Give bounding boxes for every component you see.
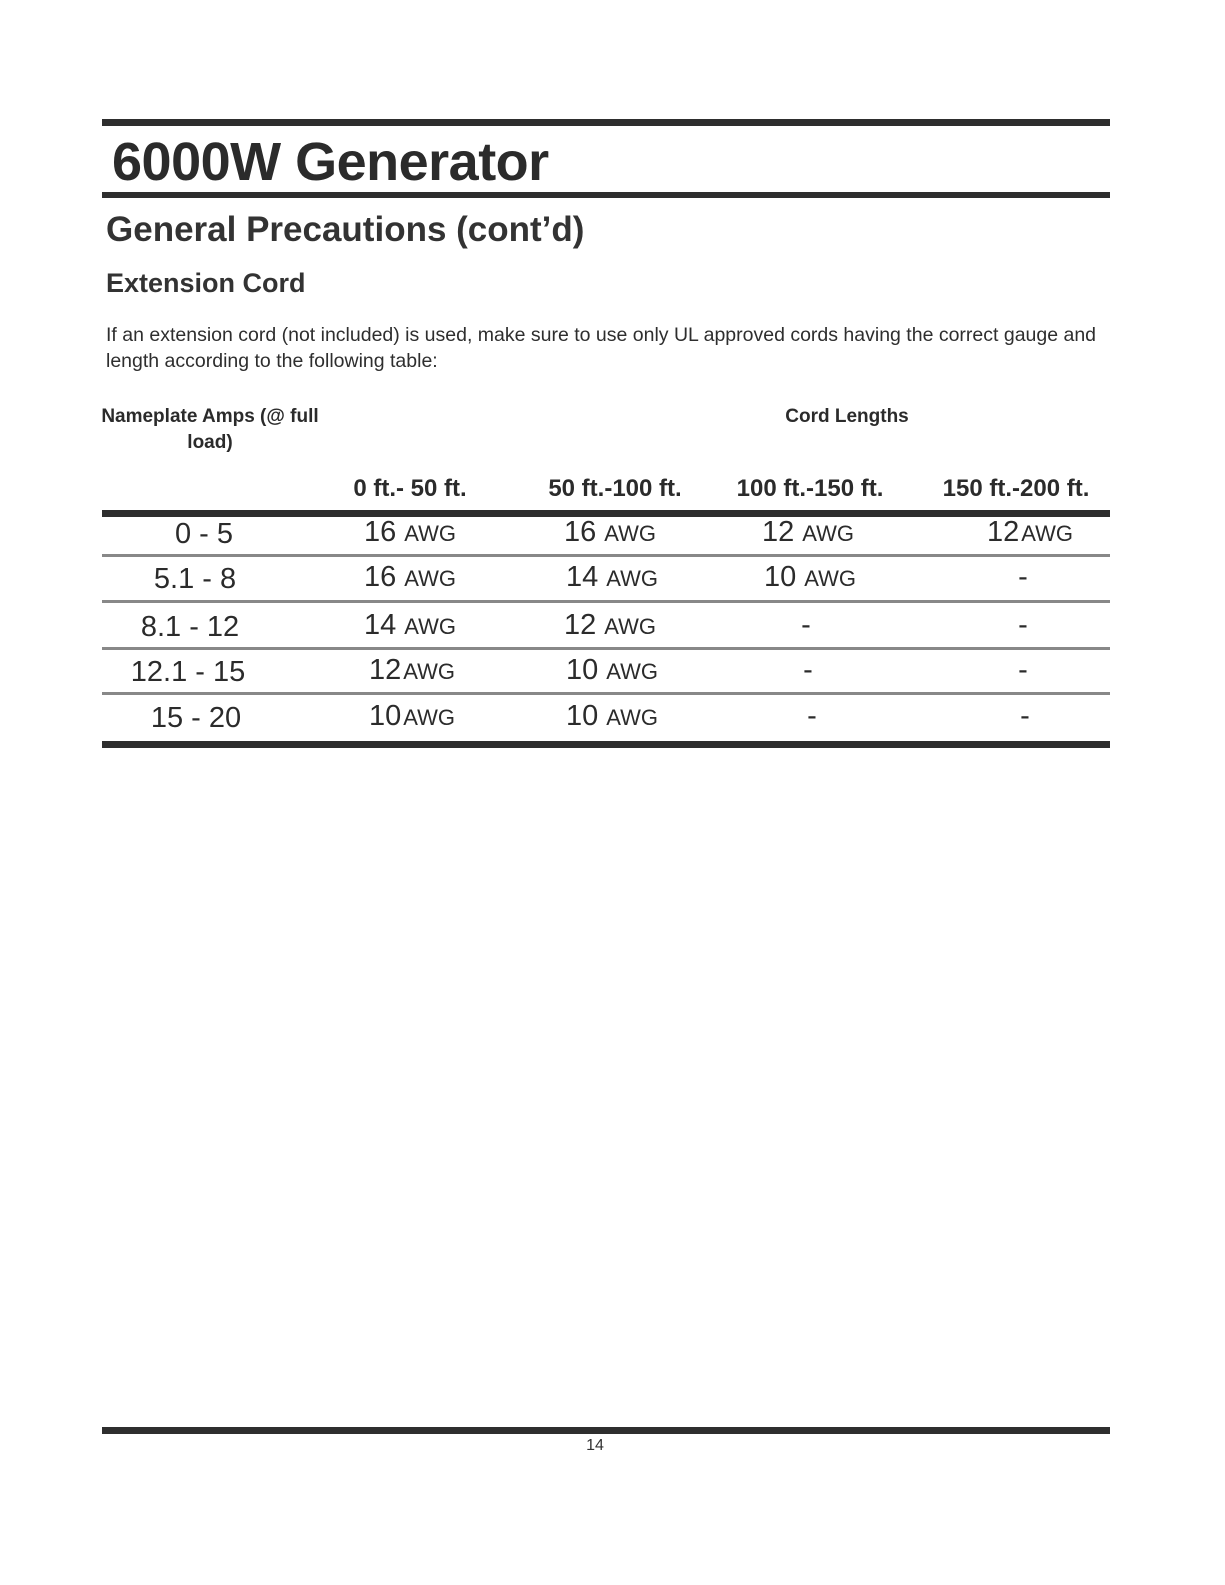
column-header: 150 ft.-200 ft.	[942, 475, 1090, 502]
page-number: 14	[586, 1437, 604, 1454]
title-underline-rule	[102, 192, 1110, 198]
amps-cell: 8.1 - 12	[140, 611, 240, 643]
gauge-value: 12	[987, 516, 1020, 548]
gauge-value: 10	[369, 700, 402, 732]
gauge-value: 16	[364, 516, 397, 548]
section-heading: General Precautions (cont’d)	[106, 210, 585, 249]
table-bottom-rule	[102, 741, 1110, 748]
gauge-value: 10	[566, 700, 599, 732]
gauge-value: -	[1018, 609, 1028, 641]
amps-cell: 15 - 20	[150, 702, 242, 734]
gauge-cell	[927, 609, 1127, 642]
gauge-value: -	[801, 609, 811, 641]
gauge-cell	[312, 700, 512, 733]
gauge-unit: AWG	[606, 566, 658, 591]
gauge-cell	[512, 561, 712, 594]
gauge-unit: AWG	[804, 566, 856, 591]
gauge-value: 10	[566, 654, 599, 686]
amps-cell: 5.1 - 8	[153, 563, 237, 595]
column-header: 100 ft.-150 ft.	[736, 475, 884, 502]
gauge-unit: AWG	[404, 566, 456, 591]
amps-cell: 12.1 - 15	[130, 656, 246, 688]
gauge-cell	[510, 609, 710, 642]
gauge-cell	[929, 700, 1129, 733]
gauge-cell	[927, 561, 1127, 594]
column-header: 50 ft.-100 ft.	[548, 475, 682, 502]
intro-paragraph: If an extension cord (not included) is used, make sure to use only UL approved cords having the correct gauge and length according to the following table:	[106, 324, 1097, 372]
gauge-value: 14	[566, 561, 599, 593]
row-divider	[102, 600, 1110, 603]
row-divider	[102, 692, 1110, 695]
gauge-cell	[310, 609, 510, 642]
gauge-cell	[312, 654, 512, 687]
gauge-value: 12	[369, 654, 402, 686]
gauge-unit: AWG	[403, 659, 455, 684]
gauge-cell	[930, 516, 1130, 549]
gauge-value: 16	[564, 516, 597, 548]
gauge-value: 12	[762, 516, 795, 548]
footer-rule	[102, 1427, 1110, 1434]
column-header: 0 ft.- 50 ft.	[353, 475, 467, 502]
gauge-cell	[310, 561, 510, 594]
gauge-value: -	[807, 700, 817, 732]
row-divider	[102, 554, 1110, 557]
amps-cell: 0 - 5	[174, 518, 234, 550]
gauge-unit: AWG	[802, 521, 854, 546]
gauge-cell	[712, 654, 912, 687]
gauge-value: 10	[764, 561, 797, 593]
gauge-value: -	[1020, 700, 1030, 732]
gauge-cell	[708, 516, 908, 549]
gauge-value: -	[1018, 561, 1028, 593]
gauge-unit: AWG	[606, 705, 658, 730]
gauge-unit: AWG	[606, 659, 658, 684]
gauge-cell	[716, 700, 916, 733]
amps-column-header: Nameplate Amps (@ full load)	[101, 406, 319, 453]
row-divider	[102, 647, 1110, 650]
gauge-value: -	[1018, 654, 1028, 686]
page-title: 6000W Generator	[112, 132, 549, 192]
cord-lengths-header: Cord Lengths	[785, 406, 909, 427]
gauge-value: 14	[364, 609, 397, 641]
gauge-unit: AWG	[403, 705, 455, 730]
gauge-cell	[927, 654, 1127, 687]
gauge-unit: AWG	[604, 614, 656, 639]
gauge-cell	[510, 516, 710, 549]
gauge-value: 12	[564, 609, 597, 641]
gauge-unit: AWG	[404, 521, 456, 546]
gauge-cell	[310, 516, 510, 549]
gauge-value: -	[803, 654, 813, 686]
gauge-cell	[710, 609, 910, 642]
gauge-cell	[512, 654, 712, 687]
top-rule	[102, 119, 1110, 126]
gauge-cell	[710, 561, 910, 594]
gauge-value: 16	[364, 561, 397, 593]
gauge-unit: AWG	[1021, 521, 1073, 546]
gauge-unit: AWG	[604, 521, 656, 546]
subsection-heading: Extension Cord	[106, 268, 306, 298]
gauge-unit: AWG	[404, 614, 456, 639]
gauge-cell	[512, 700, 712, 733]
